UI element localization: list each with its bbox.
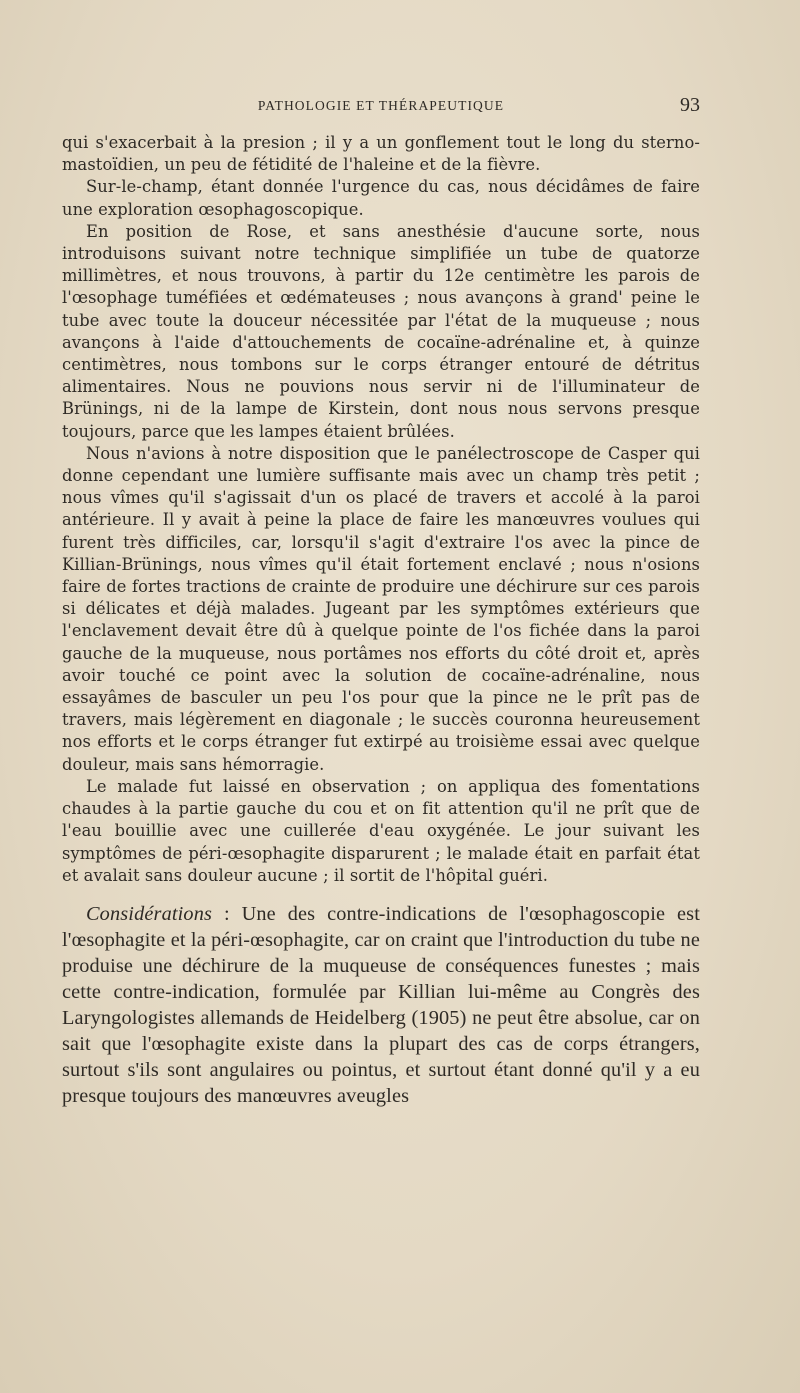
- page-number: 93: [680, 94, 700, 116]
- running-title: PATHOLOGIE ET THÉRAPEUTIQUE: [257, 98, 505, 113]
- running-head: [62, 92, 700, 118]
- considerations-heading: Considérations: [86, 902, 213, 925]
- book-page: [62, 92, 700, 1129]
- considerations-paragraph: [62, 901, 700, 1109]
- paragraph-continuation: qui s'exacerbait à la presion ; il y a un gonflement tout le long du sterno-mastoïdien, un peu de fétidité de l'haleine et de la fièvre.: [62, 133, 700, 175]
- paragraph: Sur-le-champ, étant donnée l'urgence du cas, nous décidâmes de faire une exploration œsophagoscopique.: [62, 177, 700, 219]
- paragraph: Le malade fut laissé en observation ; on appliqua des fomentations chaudes à la partie gauche du cou et on fit attention qu'il ne prît que de l'eau bouillie avec une cuillerée d'eau oxygénée. Le jour suivant les symptômes de péri-œsophagite disparurent ; le malade était en parfait état et avalait sans douleur aucune ; il sortit de l'hôpital guéri.: [62, 776, 700, 885]
- paragraph: En position de Rose, et sans anesthésie d'aucune sorte, nous introduisons suivant notre technique simplifiée un tube de quatorze millimètres, et nous trouvons, à partir du 12e centimètre les parois de l'œsophage tuméfiées et œdémateuses ; nous avançons à grand' peine le tube avec toute la douceur nécessitée par l'état de la muqueuse ; nous avançons à l'aide d'attouchements de cocaïne-adrénaline et, à quinze centimètres, nous tombons sur le corps étranger entouré de détritus alimentaires. Nous ne pouvions nous servir ni de l'illuminateur de Brünings, ni de la lampe de Kirstein, dont nous nous servons presque toujours, parce que les lampes étaient brûlées.: [62, 221, 700, 441]
- body-text: [62, 132, 700, 887]
- considerations-text: : Une des contre-indications de l'œsophagoscopie est l'œsophagite et la péri-œsophagite, car on craint que l'introduction du tube ne produise une déchirure de la muqueuse de conséquences funestes ; mais cette contre-indication, formulée par Killian lui-même au Congrès des Laryngologistes allemands de Heidelberg (1905) ne peut être absolue, car on sait que l'œsophagite existe dans la plupart des cas de corps étrangers, surtout s'ils sont angulaires ou pointus, et surtout étant donné qu'il y a eu presque toujours des manœuvres aveugles: [62, 902, 700, 1107]
- paragraph: Nous n'avions à notre disposition que le panélectroscope de Casper qui donne cependant une lumière suffisante mais avec un champ très petit ; nous vîmes qu'il s'agissait d'un os placé de travers et accolé à la paroi antérieure. Il y avait à peine la place de faire les manœuvres voulues qui furent très difficiles, car, lorsqu'il s'agit d'extraire l'os avec la pince de Killian-Brünings, nous vîmes qu'il était fortement enclavé ; nous n'osions faire de fortes tractions de crainte de produire une déchirure sur ces parois si délicates et déjà malades. Jugeant par les symptômes extérieurs que l'enclavement devait être dû à quelque pointe de l'os fichée dans la paroi gauche de la muqueuse, nous portâmes nos efforts du côté droit et, après avoir touché ce point avec la solution de cocaïne-adrénaline, nous essayâmes de basculer un peu l'os pour que la pince ne le prît pas de travers, mais légèrement en diagonale ; le succès couronna heureusement nos efforts et le corps étranger fut extirpé au troisième essai avec quelque douleur, mais sans hémorragie.: [62, 443, 700, 774]
